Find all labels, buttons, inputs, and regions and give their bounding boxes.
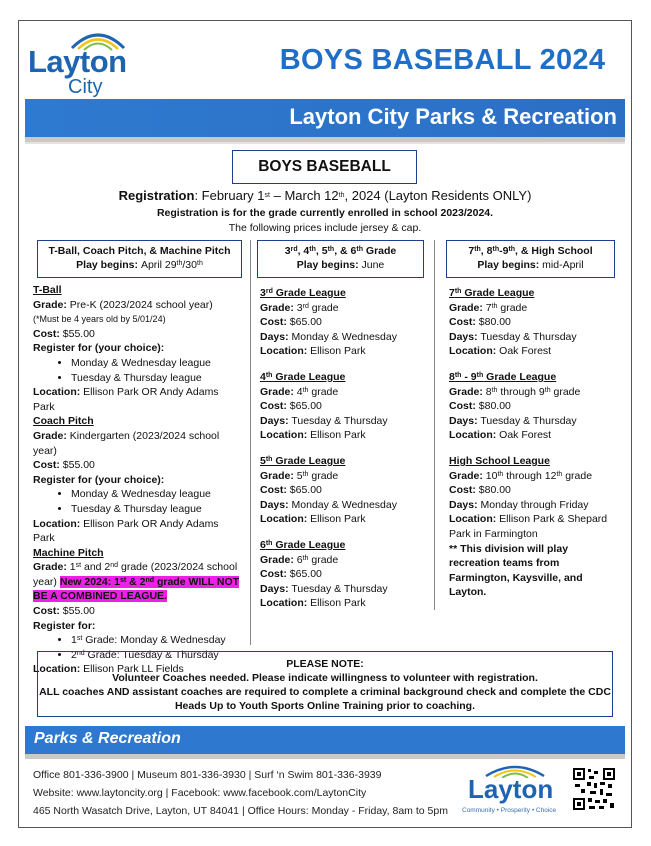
grade-label: Grade: [33,429,67,442]
location-line [260,428,430,443]
days-line [260,414,430,429]
play-label: Play begins: [477,259,543,271]
location-value: Ellison Park & Shepard Park in Farmington [449,513,608,540]
grade-label: Grade: [260,469,294,482]
grade-value: Pre-K (2023/2024 school year) [66,298,213,311]
play-begins [258,258,423,272]
location-label: Location: [33,517,81,530]
cost-label: Cost: [260,484,287,497]
cost-value: $65.00 [286,316,322,329]
list-item: • 2nd Grade: Tuesday & Thursday [71,648,243,663]
cost-value: $80.00 [475,400,511,413]
location-line [33,517,243,546]
register-label: Register for (your choice): [33,342,165,355]
cost-line [260,315,430,330]
play-label: Play begins: [76,259,141,271]
play-label: Play begins: [296,259,362,271]
logo-word-city: City [68,76,103,98]
location-label: Location: [260,345,308,358]
cost-line [33,458,243,473]
column-2-content [260,286,430,611]
play-begins [447,258,614,272]
price-note: The following prices include jersey & cap. [228,222,422,234]
play-date: April 29th/30th [140,259,203,271]
location-line [449,428,619,443]
location-label: Location: [260,429,308,442]
cost-label: Cost: [33,327,60,340]
new-2024-highlight: New 2024: 1st & 2nd grade WILL NOT BE A COMBINED LEAGUE. [33,575,240,603]
grade-label: Grade: [260,553,294,566]
league-name: 5th Grade League [260,454,346,467]
days-value: Tuesday & Thursday [288,414,388,427]
location-value: Ellison Park [307,597,366,610]
location-label: Location: [33,386,81,399]
location-line [260,512,430,527]
register-label: Register for: [33,619,96,632]
location-value: Ellison Park OR Andy Adams Park [33,386,219,413]
league-name: T-Ball [33,284,62,296]
list-item: • Tuesday & Thursday league [71,502,243,517]
cost-value: $55.00 [59,459,95,472]
days-value: Monday & Wednesday [288,330,397,343]
column-3-content [449,286,619,600]
days-value: Monday & Wednesday [288,498,397,511]
cost-value: $65.00 [286,568,322,581]
cost-label: Cost: [33,605,60,618]
grade-line: Grade: 6th grade [260,553,339,566]
days-label: Days: [260,330,289,343]
cost-label: Cost: [33,459,60,472]
banner-text: Layton City Parks & Recreation [289,104,617,129]
logo-word: Layton [468,774,554,804]
column-header-title: T-Ball, Coach Pitch, & Machine Pitch [48,245,231,257]
cost-line [449,399,619,414]
grade-label: Grade: [260,301,294,314]
cost-value: $65.00 [286,484,322,497]
option-list [33,487,243,516]
cost-value: $55.00 [59,327,95,340]
please-note-box [37,651,613,717]
footer-web-line: Website: www.laytoncity.org | Facebook: www.facebook.com/LaytonCity [33,787,367,799]
cost-line [260,483,430,498]
column-divider [434,240,435,610]
location-value: Ellison Park LL Fields [80,663,184,676]
cost-line [260,567,430,582]
days-line [260,582,430,597]
location-value: Ellison Park [307,429,366,442]
league-name: 8th - 9th Grade League [449,370,557,383]
footer-banner [25,726,625,754]
registration-dates [25,188,625,203]
location-label: Location: [449,429,497,442]
cost-line [260,399,430,414]
days-line [449,498,619,513]
list-item: • 1st Grade: Monday & Wednesday [71,633,243,648]
location-value: Ellison Park OR Andy Adams Park [33,517,219,545]
days-value: Tuesday & Thursday [288,582,388,595]
layton-city-logo [28,30,128,96]
page-title: BOYS BASEBALL 2024 [279,44,606,76]
grade-line: Grade: 5th grade [260,469,339,482]
footer-banner-text: Parks & Recreation [34,730,181,747]
age-note: (*Must be 4 years old by 5/01/24) [33,314,166,325]
location-label: Location: [449,513,497,526]
registration-date-text: : February 1st – March 12th, 2024 (Layton Residents ONLY) [194,188,532,203]
play-date: June [361,259,385,271]
cost-label: Cost: [260,400,287,413]
location-line [260,344,430,359]
grade-label: Grade: [33,561,67,574]
note-title: PLEASE NOTE: [286,658,364,670]
grade-line [33,429,243,458]
logo-tagline: Community • Prosperity • Choice [462,807,557,814]
register-label: Register for (your choice): [33,473,165,486]
grade-value: 1st and 2nd grade (2023/2024 school year) [33,561,238,588]
grade-line: Grade: 8th through 9th grade [449,385,581,398]
league-name: Machine Pitch [33,546,104,559]
days-label: Days: [449,330,478,343]
days-value: Monday through Friday [477,498,589,511]
cost-line [449,483,619,498]
grade-label: Grade: [449,301,483,314]
column-1-content [33,283,243,677]
option-list [33,356,243,385]
cost-line [33,327,243,342]
registration-label: Registration [118,188,195,203]
header-banner [25,99,625,137]
cost-label: Cost: [260,316,287,329]
cost-line [33,604,243,619]
location-line [260,596,430,611]
cost-value: $80.00 [475,316,511,329]
column-header-2 [257,240,424,278]
days-value: Tuesday & Thursday [477,414,577,427]
grade-line: Grade: 7th grade [449,301,528,314]
grade-line: Grade: 10th through 12th grade [449,469,593,482]
location-value: Oak Forest [496,429,552,442]
qr-code-icon[interactable] [572,767,616,811]
logo-word-layton: Layton [28,44,127,79]
play-date: mid-April [542,259,584,271]
location-value: Ellison Park [307,513,366,526]
location-line [449,344,619,359]
cost-label: Cost: [260,568,287,581]
location-label: Location: [260,597,308,610]
days-label: Days: [260,582,289,595]
location-label: Location: [449,345,497,358]
cost-label: Cost: [449,400,476,413]
days-line [260,498,430,513]
registration-note: Registration is for the grade currently enrolled in school 2023/2024. [156,207,494,219]
layton-logo-bottom [462,762,562,818]
division-note: ** This division will play recreation teams from Farmington, Kaysville, and Layton. [449,542,583,599]
days-line [449,330,619,345]
cost-label: Cost: [449,316,476,329]
play-begins [38,258,241,272]
grade-label: Grade: [260,385,294,398]
league-name: 4th Grade League [260,370,346,383]
days-label: Days: [260,498,289,511]
league-name: 6th Grade League [260,538,346,551]
divider [25,142,625,144]
grade-line [33,560,243,604]
column-header-1 [37,240,242,278]
column-header-title: 3rd, 4th, 5th, & 6th Grade [284,245,397,257]
location-line [449,512,619,541]
list-item: • Monday & Wednesday league [71,487,243,502]
cost-value: $65.00 [286,400,322,413]
days-line [260,330,430,345]
cost-line [449,315,619,330]
list-item: • Tuesday & Thursday league [71,371,243,386]
days-label: Days: [449,498,478,511]
footer-address-line: 465 North Wasatch Drive, Layton, UT 84041 | Office Hours: Monday - Friday, 8am to 5pm [33,805,448,817]
column-header-title: 7th, 8th-9th, & High School [468,245,593,257]
days-label: Days: [449,414,478,427]
league-name: 7th Grade League [449,287,535,299]
cost-value: $55.00 [59,605,95,618]
grade-line [33,298,243,313]
grade-label: Grade: [449,469,483,482]
days-line [449,414,619,429]
grade-label: Grade: [449,385,483,398]
location-line [33,385,243,414]
list-item: • Monday & Wednesday league [71,356,243,371]
league-name: High School League [449,454,550,467]
footer-phone-line: Office 801-336-3900 | Museum 801-336-3930 | Surf ‘n Swim 801-336-3939 [33,769,382,781]
league-name: Coach Pitch [33,415,94,428]
location-value: Ellison Park [307,345,366,358]
column-header-3 [446,240,615,278]
grade-line: Grade: 3rd grade [260,301,339,314]
cost-label: Cost: [449,484,476,497]
column-divider [250,240,251,645]
note-line: Volunteer Coaches needed. Please indicate willingness to volunteer with registration. [112,672,538,684]
grade-label: Grade: [33,298,67,311]
location-value: Oak Forest [496,345,552,358]
cost-value: $80.00 [475,484,511,497]
grade-line: Grade: 4th grade [260,385,339,398]
league-name: 3rd Grade League [260,287,346,299]
days-label: Days: [260,414,289,427]
days-value: Tuesday & Thursday [477,330,577,343]
location-label: Location: [260,513,308,526]
section-title: BOYS BASEBALL [232,150,417,184]
note-line: ALL coaches AND assistant coaches are required to complete a criminal background check and complete the CDC Heads Up to Youth Sports Online Training prior to coaching. [39,686,611,712]
divider [25,754,625,759]
grade-value: Kindergarten (2023/2024 school year) [33,429,220,457]
location-label: Location: [33,663,81,676]
